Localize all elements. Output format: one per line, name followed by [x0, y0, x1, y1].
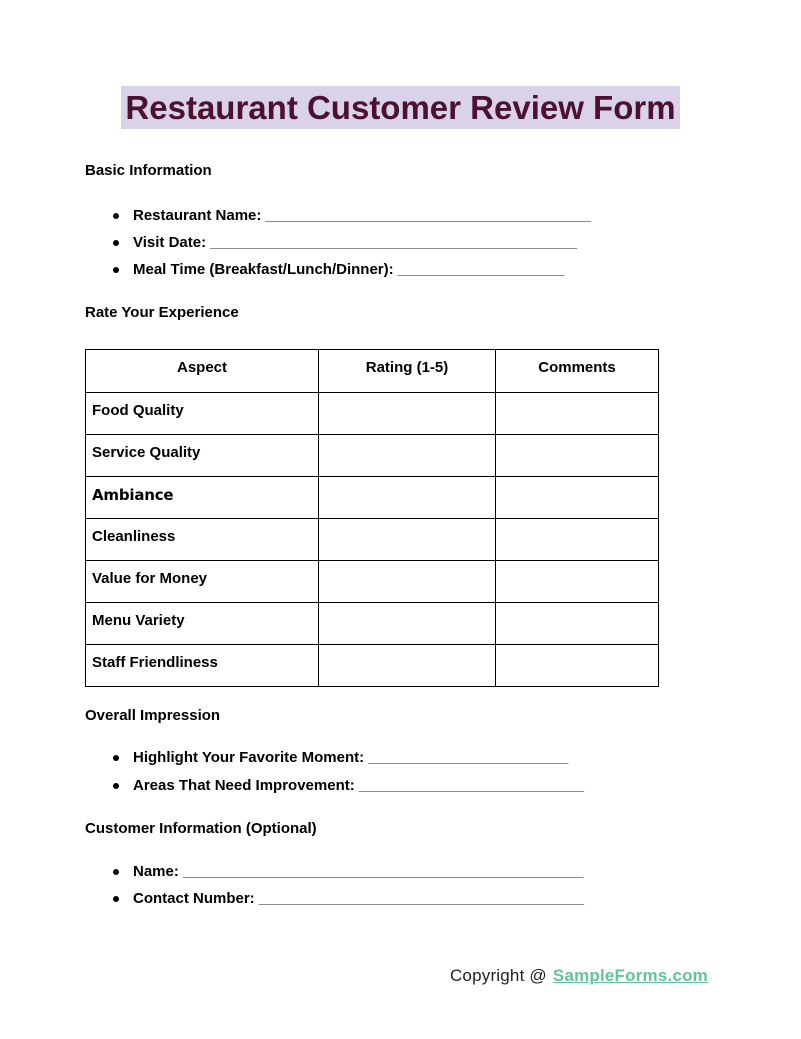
blank-line[interactable]: ________________________ — [368, 749, 569, 766]
aspect-cell: Menu Variety — [86, 603, 319, 645]
list-item-restaurant-name — [85, 206, 591, 233]
bullet-icon — [113, 240, 119, 246]
blank-line[interactable]: ____________________________________________ — [210, 234, 578, 251]
rating-cell[interactable] — [319, 393, 496, 435]
rating-cell[interactable] — [319, 645, 496, 687]
aspect-cell: Cleanliness — [86, 519, 319, 561]
comments-cell[interactable] — [496, 435, 659, 477]
column-header-rating: Rating (1-5) — [319, 350, 496, 393]
heading-rate-your-experience: Rate Your Experience — [85, 304, 239, 321]
bullet-icon — [113, 213, 119, 219]
aspect-cell: Service Quality — [86, 435, 319, 477]
bullet-icon — [113, 783, 119, 789]
field-label: Meal Time (Breakfast/Lunch/Dinner): — [133, 261, 394, 278]
column-header-aspect: Aspect — [86, 350, 319, 393]
heading-overall-impression: Overall Impression — [85, 707, 221, 724]
blank-line[interactable]: ________________________________________________ — [182, 863, 584, 880]
table-row — [86, 477, 659, 519]
bullet-icon — [113, 869, 119, 875]
footer — [450, 965, 708, 987]
aspect-cell: Food Quality — [86, 393, 319, 435]
blank-line[interactable]: ____________________ — [397, 261, 565, 278]
copyright-text: Copyright @ — [449, 966, 547, 985]
table-row — [86, 435, 659, 477]
blank-line[interactable]: _______________________________________ — [258, 890, 585, 907]
table-header-row — [86, 350, 659, 393]
list-item-contact-number — [85, 889, 584, 916]
comments-cell[interactable] — [496, 519, 659, 561]
table-row — [86, 645, 659, 687]
list-item-meal-time — [85, 260, 591, 287]
list-item-favorite-moment — [85, 748, 584, 776]
comments-cell[interactable] — [496, 393, 659, 435]
rating-cell[interactable] — [319, 561, 496, 603]
list-item-name — [85, 862, 584, 889]
table-row — [86, 561, 659, 603]
customer-information-list — [85, 862, 584, 916]
heading-basic-information: Basic Information — [85, 162, 212, 179]
rating-cell[interactable] — [319, 477, 496, 519]
list-item-need-improvement — [85, 776, 584, 803]
field-label: Restaurant Name: — [133, 207, 262, 224]
blank-line[interactable]: ___________________________ — [358, 777, 584, 794]
comments-cell[interactable] — [496, 561, 659, 603]
rating-cell[interactable] — [319, 603, 496, 645]
aspect-cell: Value for Money — [86, 561, 319, 603]
blank-line[interactable]: _______________________________________ — [265, 207, 591, 224]
sampleforms-link[interactable]: SampleForms.com — [552, 966, 708, 985]
page-title-text: Restaurant Customer Review Form — [121, 86, 679, 129]
bullet-icon — [113, 267, 119, 273]
page-title — [0, 86, 801, 129]
overall-impression-list — [85, 748, 584, 803]
rating-table — [85, 349, 659, 687]
basic-information-list — [85, 206, 591, 287]
field-label: Contact Number: — [133, 890, 255, 907]
field-label: Areas That Need Improvement: — [133, 777, 355, 794]
list-item-visit-date — [85, 233, 591, 260]
comments-cell[interactable] — [496, 645, 659, 687]
field-label: Name: — [133, 863, 179, 880]
rating-cell[interactable] — [319, 435, 496, 477]
column-header-comments: Comments — [496, 350, 659, 393]
comments-cell[interactable] — [496, 603, 659, 645]
bullet-icon — [113, 755, 119, 761]
heading-customer-information: Customer Information (Optional) — [85, 820, 317, 837]
comments-cell[interactable] — [496, 477, 659, 519]
bullet-icon — [113, 896, 119, 902]
field-label: Visit Date: — [133, 234, 207, 251]
field-label: Highlight Your Favorite Moment: — [133, 749, 365, 766]
table-row — [86, 603, 659, 645]
aspect-cell: Staff Friendliness — [86, 645, 319, 687]
table-row — [86, 393, 659, 435]
rating-cell[interactable] — [319, 519, 496, 561]
aspect-cell: Ambiance — [86, 477, 319, 519]
table-row — [86, 519, 659, 561]
